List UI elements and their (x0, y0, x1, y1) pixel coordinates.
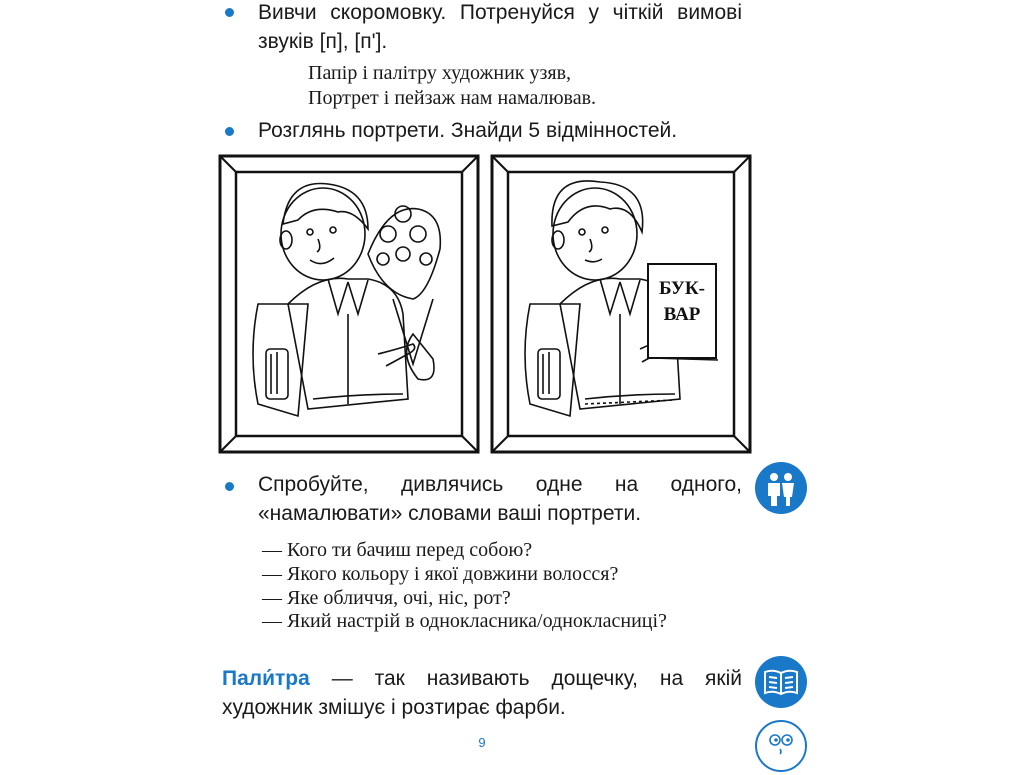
question-3: — Яке обличчя, очі, ніс, рот? (262, 587, 511, 609)
tongue-twister-line-1: Папір і палітру художник узяв, (308, 62, 572, 84)
tongue-twister-instruction: Вивчи скоромовку. Потренуйся у чіткій вимові звуків [п], [п']. (258, 1, 742, 53)
book-label-line-1: БУК- (659, 278, 705, 299)
portraits-instruction: Розглянь портрети. Знайди 5 відмінностей. (258, 119, 678, 142)
question-2: — Якого кольору і якої довжини волосся? (262, 563, 619, 585)
question-4: — Який настрій в однокласника/однокласниці? (262, 610, 667, 632)
question-1: — Кого ти бачиш перед собою? (262, 539, 533, 561)
portrait-left-illustration (218, 154, 480, 454)
smiley-face-icon (755, 720, 807, 772)
bullet-icon (225, 482, 234, 491)
tongue-twister-line-2: Портрет і пейзаж нам намалював. (308, 87, 597, 109)
definition-text: — так називають дощечку, на якій художник змішує і розтирає фарби. (222, 667, 742, 719)
bullet-icon (225, 8, 234, 17)
portrait-right-illustration (490, 154, 752, 454)
book-label-line-2: ВАР (663, 304, 701, 325)
page-number: 9 (478, 735, 486, 750)
definition-term: Пали́тра (222, 667, 310, 690)
book-icon (755, 656, 807, 708)
pair-work-icon (755, 462, 807, 514)
describe-instruction: Спробуйте, дивлячись одне на одного, «намалювати» словами ваші портрети. (258, 473, 742, 525)
bullet-icon (225, 127, 234, 136)
definition (222, 664, 742, 722)
